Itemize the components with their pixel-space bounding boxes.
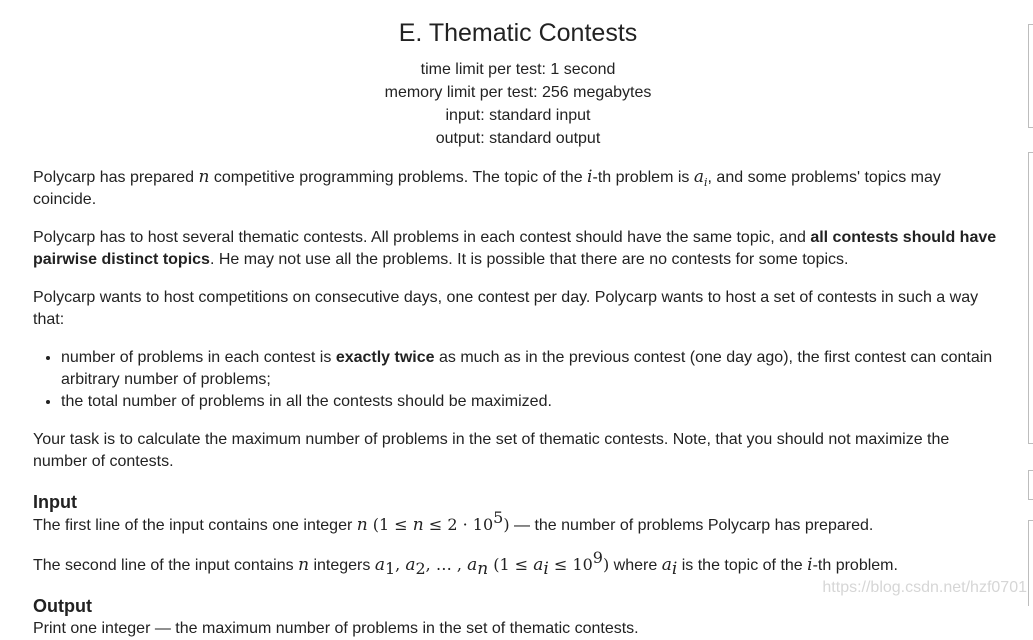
math-ai [694,167,708,187]
math-a: a [533,555,544,575]
math-text: (1 ≤ [367,515,413,534]
statement-paragraph-2 [33,227,1003,271]
text: — the number of problems Polycarp has prepared. [509,517,874,534]
text: -th problem. [812,557,898,574]
text: -th problem is [592,169,694,186]
math-text: ≤ 2 · 10 [423,515,494,534]
input-section-title: Input [33,492,77,512]
text: where [609,557,662,574]
math-exponent: 5 [493,508,504,527]
bold-text: exactly twice [335,349,435,366]
sidebar-edge-middle [1028,152,1033,444]
sidebar-edge-bottom [1028,470,1033,500]
text: , and some problems' topics may coincide. [33,169,941,208]
statement-paragraph-3: Polycarp wants to host competitions on consecutive days, one contest per day. Polycarp wants to host a set of contests in such a way that: [33,289,979,328]
math-n: n [198,167,210,187]
math-text: , [395,555,406,574]
math-a: a [405,555,416,575]
text: number of problems in each contest is [61,349,336,366]
math-a: a [661,555,672,575]
math-sub-i: i [704,176,708,189]
problem-header [33,0,1003,150]
sidebar-edge-lower [1028,520,1033,606]
bold-text: all contests should have pairwise distinct topics [33,229,997,268]
text: . He may not use all the problems. It is possible that there are no contests for some topics. [209,251,849,268]
math-i: i [807,555,813,575]
input-spec: input: standard input [445,107,591,124]
math-text: ≤ 10 [548,555,593,574]
statement-paragraph-1 [33,166,1003,211]
math-text: (1 ≤ [488,555,534,574]
text: competitive programming problems. The topic of the [209,169,588,186]
math-sub: n [477,559,489,579]
math-a: a [467,555,478,575]
statement-paragraph-4: Your task is to calculate the maximum number of problems in the set of thematic contests. Note, that you should not maximize the number of contests. [33,431,950,470]
memory-limit: memory limit per test: 256 megabytes [384,84,652,101]
text: Polycarp has to host several thematic contests. All problems in each contest should have the same topic, and [33,229,811,246]
watermark: https://blog.csdn.net/hzf0701 [822,579,1027,596]
requirements-list [33,347,1003,413]
math-text: , … , [425,555,468,574]
text: integers [309,557,375,574]
list-item: • the total number of problems in all the contests should be maximized. [61,391,1003,413]
math-sub: i [543,559,549,579]
output-spec: output: standard output [435,130,601,147]
time-limit: time limit per test: 1 second [420,61,616,78]
math-n: n [298,555,310,575]
output-section-title: Output [33,596,92,616]
text: is the topic of the [677,557,808,574]
input-line-2 [33,548,1003,579]
math-sub: 1 [384,559,396,578]
math-sub: i [671,559,678,579]
math-text: ) [602,555,610,574]
text: as much as in the previous contest (one day ago), the first contest can contain arbitrary number of problems; [61,349,993,388]
math-n: n [412,515,424,535]
math-i: i [587,167,593,187]
list-item [61,347,1003,391]
problem-limits [33,58,1003,150]
text: The first line of the input contains one integer [33,517,357,534]
math-n: n [356,515,368,535]
problem-title: E. Thematic Contests [398,19,638,47]
math-sub: 2 [415,559,426,578]
math-exponent: 9 [592,548,603,567]
math-a: a [693,167,704,187]
math-a: a [374,555,385,575]
text: The second line of the input contains [33,557,299,574]
output-line: Print one integer — the maximum number of problems in the set of thematic contests. [33,620,639,637]
problem-page [33,0,1003,640]
sidebar-edge-top [1028,24,1033,128]
math-text: ) [503,515,510,534]
text: Polycarp has prepared [33,169,199,186]
input-line-1 [33,508,1003,537]
